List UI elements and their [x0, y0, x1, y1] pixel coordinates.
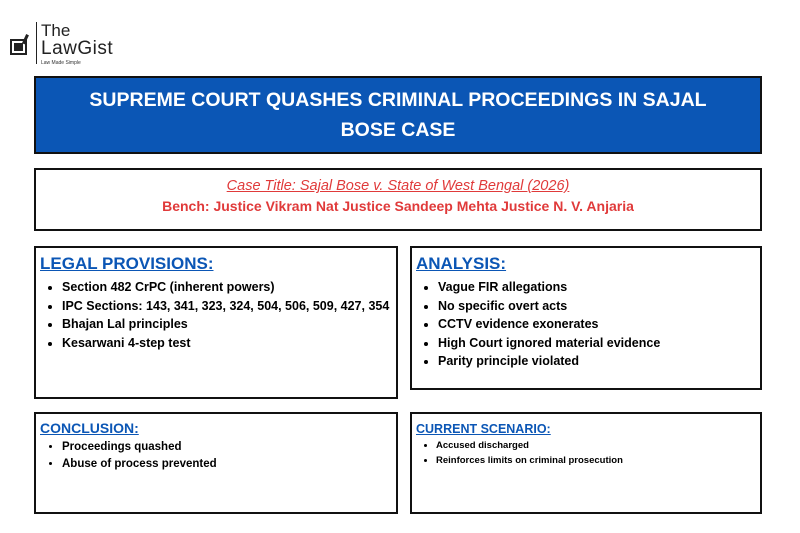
list-item: • No specific overt acts: [438, 297, 760, 316]
logo-word-lawgist: LawGist: [41, 38, 114, 59]
conclusion-heading: CONCLUSION:: [40, 420, 139, 436]
bench-info: Bench: Justice Vikram Nat Justice Sandeep Mehta Justice N. V. Anjaria: [162, 198, 634, 214]
list-item: • Abuse of process prevented: [62, 456, 396, 473]
list-item: • IPC Sections: 143, 341, 323, 324, 504, 506, 509, 427, 354: [62, 297, 396, 316]
list-item: • Vague FIR allegations: [438, 278, 760, 297]
legal-provisions-heading: LEGAL PROVISIONS:: [40, 254, 214, 273]
list-item: • Kesarwani 4-step test: [62, 334, 396, 353]
analysis-heading: ANALYSIS:: [416, 254, 507, 273]
current-scenario-list: [412, 438, 760, 468]
list-item: • High Court ignored material evidence: [438, 334, 760, 353]
logo-word-the: The: [41, 21, 71, 40]
headline-banner: [34, 76, 762, 154]
list-item: • Parity principle violated: [438, 352, 760, 371]
legal-provisions-panel: [34, 246, 398, 399]
list-item: • CCTV evidence exonerates: [438, 315, 760, 334]
logo-tagline: Law Made Simple: [41, 60, 81, 66]
legal-provisions-list: [36, 278, 396, 352]
conclusion-list: [36, 439, 396, 473]
case-info-box: [34, 168, 762, 231]
conclusion-panel: [34, 412, 398, 514]
headline-text: SUPREME COURT QUASHES CRIMINAL PROCEEDINGS IN SAJAL BOSE CASE: [89, 89, 707, 141]
list-item: • Section 482 CrPC (inherent powers): [62, 278, 396, 297]
current-scenario-heading: CURRENT SCENARIO:: [416, 422, 551, 436]
analysis-panel: [410, 246, 762, 390]
list-item: • Proceedings quashed: [62, 439, 396, 456]
logo-text: [41, 22, 113, 66]
list-item: • Reinforces limits on criminal prosecution: [436, 453, 760, 468]
logo-divider: [36, 22, 37, 64]
case-title: Case Title: Sajal Bose v. State of West Bengal (2026): [226, 178, 570, 194]
book-gavel-icon: [10, 32, 32, 58]
list-item: • Bhajan Lal principles: [62, 315, 396, 334]
list-item: • Accused discharged: [436, 438, 760, 453]
current-scenario-panel: [410, 412, 762, 514]
logo: [10, 22, 113, 66]
analysis-list: [412, 278, 760, 371]
